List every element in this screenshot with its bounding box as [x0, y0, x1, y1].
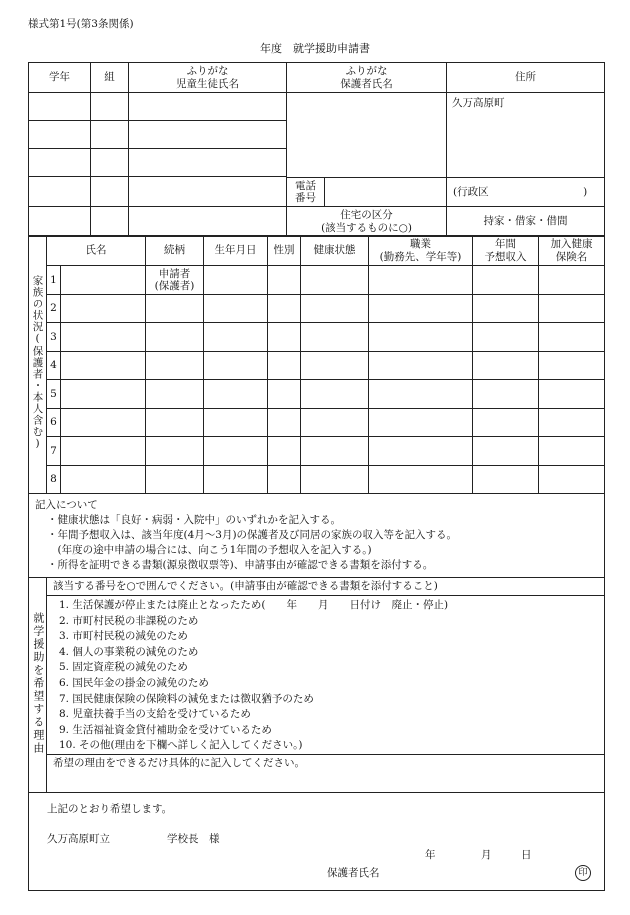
table-row	[29, 323, 605, 352]
birthdate-cell[interactable]	[204, 408, 268, 437]
insurance-cell[interactable]	[539, 323, 605, 352]
guardian-signature-label: 保護者氏名	[327, 866, 380, 879]
relation-cell[interactable]	[146, 437, 204, 466]
relation-cell[interactable]	[146, 408, 204, 437]
row-number: 7	[47, 437, 61, 466]
table-row	[29, 380, 605, 409]
sex-cell[interactable]	[268, 351, 301, 380]
note-line: ・年間予想収入は、該当年度(4月～3月)の保護者及び同居の家族の収入等を記入する。	[47, 529, 458, 541]
grade-cell-1[interactable]	[29, 93, 91, 121]
table-row	[29, 437, 605, 466]
table-row	[29, 294, 605, 323]
form-number: 様式第1号(第3条関係)	[28, 18, 134, 30]
sex-cell[interactable]	[268, 408, 301, 437]
job-cell[interactable]	[369, 266, 473, 295]
class-cell-2[interactable]	[91, 121, 129, 149]
health-header: 健康状態	[301, 236, 369, 266]
income-cell[interactable]	[473, 380, 539, 409]
sex-cell[interactable]	[268, 323, 301, 352]
job-cell[interactable]	[369, 294, 473, 323]
address-header: 住所	[447, 63, 605, 93]
sex-cell[interactable]	[268, 437, 301, 466]
date-year[interactable]: 年	[425, 848, 436, 861]
student-name-header: ふりがな 児童生徒氏名	[129, 63, 287, 93]
class-cell-5[interactable]	[91, 207, 129, 237]
student-name-cell-4[interactable]	[129, 177, 287, 207]
job-cell[interactable]	[369, 408, 473, 437]
health-cell[interactable]	[301, 294, 369, 323]
family-side-label: 家族の状況(保護者・本人含む)	[29, 236, 47, 494]
birthdate-header: 生年月日	[204, 236, 268, 266]
address-cell[interactable]: 久万高原町	[447, 93, 605, 178]
notes-section	[29, 494, 605, 578]
sex-cell[interactable]	[268, 294, 301, 323]
name-cell[interactable]	[61, 465, 146, 494]
row-number: 8	[47, 465, 61, 494]
class-cell-1[interactable]	[91, 93, 129, 121]
grade-cell-2[interactable]	[29, 121, 91, 149]
row-number: 6	[47, 408, 61, 437]
sex-cell[interactable]	[268, 465, 301, 494]
relation-header: 続柄	[146, 236, 204, 266]
sex-header: 性別	[268, 236, 301, 266]
birthdate-cell[interactable]	[204, 266, 268, 295]
grade-cell-4[interactable]	[29, 177, 91, 207]
reasons-list-section	[47, 578, 605, 755]
phone-label: 電話 番号	[287, 178, 325, 207]
table-row	[29, 465, 605, 494]
insurance-cell[interactable]	[539, 437, 605, 466]
ward-cell[interactable]: (行政区 )	[447, 178, 605, 207]
date-month[interactable]: 月	[481, 848, 492, 861]
reason-item[interactable]: 7. 国民健康保険の保険料の減免または徴収猶予のため	[59, 692, 314, 705]
student-name-cell-2[interactable]	[129, 121, 287, 149]
family-name-header: 氏名	[47, 236, 146, 266]
name-cell[interactable]	[61, 323, 146, 352]
student-name-cell-5[interactable]	[129, 207, 287, 237]
name-cell[interactable]	[61, 380, 146, 409]
health-cell[interactable]	[301, 323, 369, 352]
health-cell[interactable]	[301, 380, 369, 409]
student-name-cell-1[interactable]	[129, 93, 287, 121]
table-row	[29, 408, 605, 437]
housing-options[interactable]: 持家・借家・借間	[447, 207, 605, 237]
lower-table	[28, 493, 605, 891]
page-title: 年度 就学援助申請書	[260, 42, 370, 55]
health-cell[interactable]	[301, 266, 369, 295]
income-cell[interactable]	[473, 351, 539, 380]
class-cell-3[interactable]	[91, 149, 129, 177]
school-name[interactable]: 久万高原町立	[47, 832, 110, 845]
relation-cell[interactable]	[146, 351, 204, 380]
closing-section	[29, 792, 605, 890]
reason-item[interactable]: 8. 児童扶養手当の支給を受けているため	[59, 708, 251, 721]
closing-statement: 上記のとおり希望します。	[47, 802, 173, 815]
notes-title: 記入について	[35, 499, 98, 511]
relation-cell[interactable]	[146, 465, 204, 494]
income-cell[interactable]	[473, 266, 539, 295]
name-cell[interactable]	[61, 408, 146, 437]
insurance-cell[interactable]	[539, 380, 605, 409]
name-cell[interactable]	[61, 266, 146, 295]
job-cell[interactable]	[369, 351, 473, 380]
insurance-cell[interactable]	[539, 294, 605, 323]
reason-item[interactable]: 3. 市町村民税の減免のため	[59, 630, 188, 643]
job-cell[interactable]	[369, 437, 473, 466]
income-cell[interactable]	[473, 437, 539, 466]
job-header: 職業 (勤務先、学年等)	[369, 236, 473, 266]
income-cell[interactable]	[473, 408, 539, 437]
job-cell[interactable]	[369, 323, 473, 352]
seal-icon: 印	[575, 865, 591, 881]
sex-cell[interactable]	[268, 266, 301, 295]
relation-cell[interactable]	[146, 380, 204, 409]
relation-cell[interactable]	[146, 294, 204, 323]
guardian-name-cell[interactable]	[287, 93, 447, 178]
reason-item[interactable]: 6. 国民年金の掛金の減免のため	[59, 676, 209, 689]
insurance-cell[interactable]	[539, 408, 605, 437]
reasons-side-label: 就学援助を希望する理由	[29, 578, 47, 793]
class-cell-4[interactable]	[91, 177, 129, 207]
birthdate-cell[interactable]	[204, 380, 268, 409]
name-cell[interactable]	[61, 294, 146, 323]
note-line: ・所得を証明できる書類(源泉徴収票等)、申請事由が確認できる書類を添付する。	[47, 559, 434, 571]
insurance-cell[interactable]	[539, 351, 605, 380]
health-cell[interactable]	[301, 408, 369, 437]
health-cell[interactable]	[301, 465, 369, 494]
birthdate-cell[interactable]	[204, 351, 268, 380]
principal-label: 学校長 様	[167, 832, 220, 845]
grade-cell-3[interactable]	[29, 149, 91, 177]
reason-item[interactable]: 2. 市町村民税の非課税のため	[59, 614, 199, 627]
income-cell[interactable]	[473, 323, 539, 352]
guardian-name-header: ふりがな 保護者氏名	[287, 63, 447, 93]
insurance-cell[interactable]	[539, 465, 605, 494]
row-number: 5	[47, 380, 61, 409]
housing-label: 住宅の区分 (該当するものに○)	[287, 207, 447, 237]
reason-item[interactable]: 5. 固定資産税の減免のため	[59, 661, 188, 674]
reason-item[interactable]: 9. 生活福祉資金貸付補助金を受けているため	[59, 723, 272, 736]
insurance-cell[interactable]	[539, 266, 605, 295]
reasons-instruction: 該当する番号を○で囲んでください。(申請事由が確認できる書類を添付すること)	[47, 578, 604, 596]
table-row	[29, 351, 605, 380]
birthdate-cell[interactable]	[204, 294, 268, 323]
health-cell[interactable]	[301, 437, 369, 466]
student-name-cell-3[interactable]	[129, 149, 287, 177]
note-line: (年度の途中申請の場合には、向こう1年間の予想収入を記入する。)	[47, 544, 372, 556]
date-day[interactable]: 日	[521, 848, 532, 861]
applicant-table	[28, 62, 605, 237]
reason-item[interactable]: 4. 個人の事業税の減免のため	[59, 645, 199, 658]
reason-detail-field[interactable]: 希望の理由をできるだけ具体的に記入してください。	[47, 754, 605, 792]
table-row	[29, 266, 605, 295]
name-cell[interactable]	[61, 437, 146, 466]
reason-item[interactable]: 1. 生活保護が停止または廃止となったため( 年 月 日付け 廃止・停止)	[59, 599, 449, 611]
reason-item[interactable]: 10. その他(理由を下欄へ詳しく記入してください。)	[59, 739, 303, 752]
note-line: ・健康状態は「良好・病弱・入院中」のいずれかを記入する。	[47, 514, 341, 526]
name-cell[interactable]	[61, 351, 146, 380]
income-cell[interactable]	[473, 294, 539, 323]
birthdate-cell[interactable]	[204, 465, 268, 494]
class-header: 組	[91, 63, 129, 93]
row-number: 3	[47, 323, 61, 352]
grade-header: 学年	[29, 63, 91, 93]
income-cell[interactable]	[473, 465, 539, 494]
family-table	[28, 235, 605, 494]
job-cell[interactable]	[369, 380, 473, 409]
phone-input[interactable]	[325, 178, 447, 207]
row-number: 1	[47, 266, 61, 295]
relation-cell[interactable]	[146, 323, 204, 352]
row-number: 4	[47, 351, 61, 380]
income-header: 年間 予想収入	[473, 236, 539, 266]
relation-cell[interactable]: 申請者 (保護者)	[146, 266, 204, 295]
grade-cell-5[interactable]	[29, 207, 91, 237]
health-cell[interactable]	[301, 351, 369, 380]
birthdate-cell[interactable]	[204, 437, 268, 466]
row-number: 2	[47, 294, 61, 323]
job-cell[interactable]	[369, 465, 473, 494]
insurance-header: 加入健康 保険名	[539, 236, 605, 266]
sex-cell[interactable]	[268, 380, 301, 409]
birthdate-cell[interactable]	[204, 323, 268, 352]
